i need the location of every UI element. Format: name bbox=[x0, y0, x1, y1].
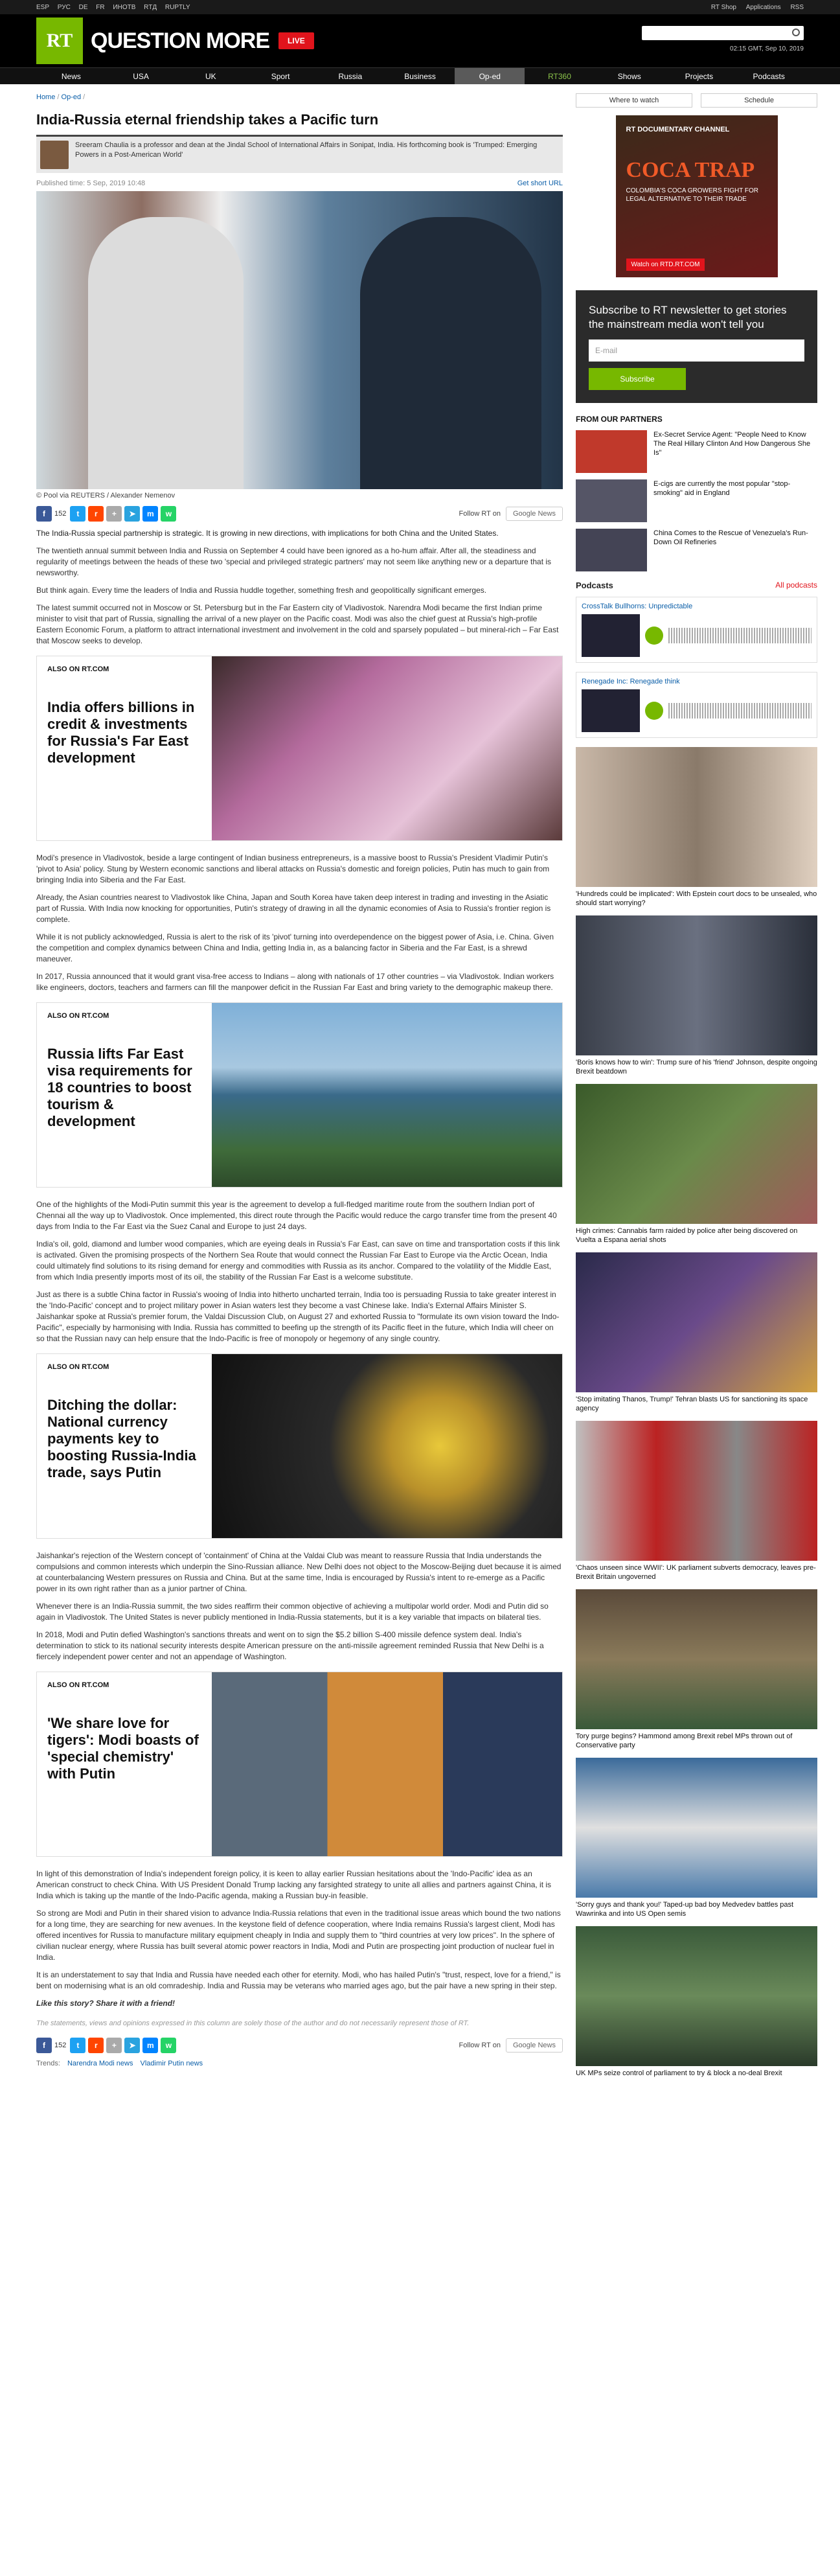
partners-heading: FROM OUR PARTNERS bbox=[576, 415, 663, 424]
story-item[interactable] bbox=[576, 1421, 817, 1581]
breadcrumb-section[interactable]: Op-ed bbox=[61, 93, 82, 101]
paragraph: In 2017, Russia announced that it would grant visa-free access to Indians – along with nationals of 17 other countries – via Vladivostok. Indian workers like engineers, doctors, teachers and farmers can fill the manpower deficit in the Russian Far East and bring variety to the demographic makeup there. bbox=[36, 972, 554, 992]
also-title[interactable]: 'We share love for tigers': Modi boasts of 'special chemistry' with Putin bbox=[47, 1715, 199, 1782]
hero-image bbox=[36, 191, 563, 489]
all-podcasts-link[interactable]: All podcasts bbox=[775, 581, 817, 590]
paragraph: Just as there is a subtle China factor in Russia's wooing of India into hitherto uncharted terrain, India too is persuading Russia to take greater interest in the 'Indo-Pacific' concept and to project military power in Asian waters lest they become a vast Chinese lake. India's External Affairs Minister S. Jaishankar spoke at Russia's premier forum, the Valdai Discussion Club, on August 27 and exhorted Russia to "formulate its own vision toward the Indo-Pacific", especially by harmonising with India. Russia has committed to beefing up the strength of its Pacific fleet in the future, which India will cheer on so that the Russian navy can help ensure that the Indo-Pacific is free of monopoly or hegemony of any single country. bbox=[36, 1290, 560, 1343]
search-icon[interactable] bbox=[792, 29, 800, 36]
waveform[interactable] bbox=[668, 703, 812, 719]
also-title[interactable]: India offers billions in credit & investments for Russia's Far East development bbox=[47, 699, 195, 766]
partner-item[interactable] bbox=[576, 479, 817, 522]
search-input[interactable] bbox=[642, 26, 804, 40]
also-image[interactable] bbox=[212, 656, 562, 840]
paragraph: While it is not publicly acknowledged, Russia is alert to the risk of its 'pivot' turning into overdependence on the biggest power of Asia, i.e. China. Given the competition and complex dynamics between China and India, getting India in, as a balancing factor in Siberia and the Far East, is a shrewd maneuver. bbox=[36, 932, 554, 963]
story-item[interactable] bbox=[576, 747, 817, 908]
paragraph: The twentieth annual summit between India and Russia on September 4 could have been ignored as a ho-hum affair. After all, the steadiness and regularity of meetings between the heads of these two 'special and privileged strategic partners' may not seem like anything new or a departure that is newsworthy. bbox=[36, 546, 552, 577]
google-news-button[interactable]: Google News bbox=[506, 507, 563, 521]
story-title[interactable]: Tory purge begins? Hammond among Brexit rebel MPs thrown out of Conservative party bbox=[576, 1732, 793, 1749]
slogan: QUESTION MORE bbox=[91, 28, 270, 53]
twitter-icon[interactable]: t bbox=[70, 2038, 85, 2053]
paragraph: It is an understatement to say that India and Russia have needed each other for eternity. Modi, who has hailed Putin's "trust, respect, love for a friend," is bent on modernising what is an old comradeship. India and Russia may be veterans who married ages ago, but the pair have a new spring in their step. bbox=[36, 1970, 561, 1990]
lang-link[interactable]: ESP bbox=[36, 3, 50, 11]
also-title[interactable]: Ditching the dollar: National currency payments key to boosting Russia-India trade, says Putin bbox=[47, 1397, 196, 1480]
twitter-icon[interactable]: t bbox=[70, 506, 85, 522]
site-header bbox=[0, 14, 840, 67]
paragraph: In 2018, Modi and Putin defied Washington's sanctions threats and went on to sign the $5.2 billion S-400 missile defence system deal. India's determination to stick to its national security interests despite American pressure on the anti-missile agreement reminded Russia that New Delhi is a fiercely independent power center and not an appendage of Washington. bbox=[36, 1630, 544, 1661]
partner-link[interactable]: RUPTLY bbox=[165, 3, 190, 11]
nav-rt360[interactable]: RT360 bbox=[548, 72, 571, 81]
schedule-button[interactable]: Schedule bbox=[701, 93, 817, 108]
story-item[interactable] bbox=[576, 915, 817, 1076]
trends-label: Trends: bbox=[36, 2060, 60, 2067]
lang-link[interactable]: FR bbox=[96, 3, 105, 11]
follow-rt bbox=[459, 2038, 563, 2053]
nav-usa[interactable]: USA bbox=[133, 72, 149, 81]
share-count: 152 bbox=[54, 510, 67, 518]
follow-label: Follow RT on bbox=[459, 2041, 501, 2049]
share-count: 152 bbox=[54, 2041, 67, 2049]
story-title[interactable]: 'Hundreds could be implicated': With Epstein court docs to be unsealed, who should start worrying? bbox=[576, 890, 817, 907]
rtd-ad[interactable] bbox=[616, 115, 778, 277]
breadcrumb-sep: / bbox=[57, 93, 60, 101]
follow-rt bbox=[459, 507, 563, 521]
podcasts-label: Podcasts bbox=[576, 581, 613, 590]
rss-link[interactable]: RSS bbox=[790, 3, 804, 11]
nav-business[interactable]: Business bbox=[404, 72, 436, 81]
also-image[interactable] bbox=[212, 1354, 562, 1538]
email-field[interactable]: E-mail bbox=[589, 339, 804, 362]
also-on-rt-card[interactable] bbox=[36, 1672, 563, 1857]
newsletter-heading: Subscribe to RT newsletter to get stories the mainstream media won't tell you bbox=[589, 304, 787, 330]
breadcrumb bbox=[36, 93, 563, 101]
subscribe-button[interactable]: Subscribe bbox=[589, 368, 686, 390]
trend-link[interactable]: Narendra Modi news bbox=[67, 2060, 133, 2067]
applications-link[interactable]: Applications bbox=[745, 3, 781, 11]
also-image[interactable] bbox=[212, 1672, 562, 1856]
story-title[interactable]: 'Stop imitating Thanos, Trump!' Tehran blasts US for sanctioning its space agency bbox=[576, 1396, 808, 1412]
rt-logo[interactable]: RT bbox=[36, 17, 83, 64]
top-right-links bbox=[703, 4, 804, 11]
trend-link[interactable]: Vladimir Putin news bbox=[140, 2060, 203, 2067]
share-bar bbox=[36, 506, 563, 522]
also-label: ALSO ON RT.COM bbox=[47, 1363, 109, 1371]
also-on-rt-card[interactable] bbox=[36, 1353, 563, 1539]
main-nav bbox=[0, 67, 840, 84]
podcast-title[interactable]: CrossTalk Bullhorns: Unpredictable bbox=[582, 603, 693, 610]
breadcrumb-sep: / bbox=[83, 93, 85, 101]
podcast-title[interactable]: Renegade Inc: Renegade think bbox=[582, 678, 680, 685]
nav-sport[interactable]: Sport bbox=[271, 72, 290, 81]
partner-item[interactable] bbox=[576, 430, 817, 473]
where-to-watch-button[interactable]: Where to watch bbox=[576, 93, 692, 108]
story-title[interactable]: High crimes: Cannabis farm raided by police after being discovered on Vuelta a Espana aerial shots bbox=[576, 1227, 798, 1244]
disclaimer: The statements, views and opinions expressed in this column are solely those of the author and do not necessarily represent those of RT. bbox=[36, 2019, 470, 2027]
telegram-icon[interactable]: ➤ bbox=[124, 506, 140, 522]
story-item[interactable] bbox=[576, 1589, 817, 1750]
story-title[interactable]: 'Boris knows how to win': Trump sure of his 'friend' Johnson, despite ongoing Brexit beatdown bbox=[576, 1059, 817, 1075]
follow-label: Follow RT on bbox=[459, 510, 501, 518]
ad-channel: RT DOCUMENTARY CHANNEL bbox=[626, 126, 730, 133]
nav-news[interactable]: News bbox=[61, 72, 81, 81]
paragraph: So strong are Modi and Putin in their shared vision to advance India-Russia relations that even in the traditional issue areas which bound the two nations for a long time, they are searching for new avenues. In the keystone field of defence cooperation, where India remains Russia's largest client, Modi has offered incentives for Russia to manufacture military equipment cheaply in India and supply them to "third countries at very low prices". In the sphere of civilian nuclear energy, where Russia has built several atomic power reactors in India, Modi and Putin are prospecting joint production of nuclear fuel in India. bbox=[36, 1909, 561, 1962]
also-on-rt-card[interactable] bbox=[36, 656, 563, 841]
partner-title[interactable]: E-cigs are currently the most popular "stop-smoking" aid in England bbox=[653, 480, 791, 497]
shop-link[interactable]: RT Shop bbox=[710, 3, 736, 11]
article-column bbox=[36, 84, 563, 2086]
story-item[interactable] bbox=[576, 1252, 817, 1413]
also-on-rt-card[interactable] bbox=[36, 1002, 563, 1188]
nav-shows[interactable]: Shows bbox=[617, 72, 641, 81]
whatsapp-icon[interactable]: w bbox=[161, 506, 176, 522]
messenger-icon[interactable]: m bbox=[142, 506, 158, 522]
podcasts-heading bbox=[576, 581, 817, 590]
story-item[interactable] bbox=[576, 1926, 817, 2078]
lang-link[interactable]: DE bbox=[78, 3, 88, 11]
play-icon[interactable] bbox=[645, 627, 663, 645]
partner-link[interactable]: ИНОТВ bbox=[113, 3, 136, 11]
also-label: ALSO ON RT.COM bbox=[47, 665, 109, 673]
live-button[interactable]: LIVE bbox=[278, 32, 314, 49]
play-icon[interactable] bbox=[645, 702, 663, 720]
facebook-icon[interactable]: f bbox=[36, 2038, 52, 2053]
google-news-button[interactable]: Google News bbox=[506, 2038, 563, 2053]
plus-icon[interactable]: + bbox=[106, 2038, 122, 2053]
nav-uk[interactable]: UK bbox=[205, 72, 216, 81]
paragraph: In light of this demonstration of India's independent foreign policy, it is keen to allay earlier Russian hesitations about the 'Indo-Pacific' idea as an American construct to check China. With US President Donald Trump lacking any farsighted strategy to unite all allies and partners against China, it is India which is taking up the mantle of the Indo-Pacific agenda, making a Russian buy-in feasible. bbox=[36, 1869, 552, 1900]
ad-cta[interactable]: Watch on RTD.RT.COM bbox=[626, 259, 705, 271]
facebook-icon[interactable]: f bbox=[36, 506, 52, 522]
podcast-player bbox=[576, 672, 817, 738]
trends bbox=[36, 2060, 563, 2067]
paragraph: The latest summit occurred not in Moscow or St. Petersburg but in the Far Eastern city of Vladivostok. Narendra Modi became the first Indian prime minister to visit that part of Russia, signalling the arrival of a new player on the Pacific coast. Modi was also the chief guest at Russia's high-profile Eastern Economic Forum, a platform to attract international investment and involvement in the cold and sparsely populated – but mineral-rich – Far East that Moscow seeks to develop. bbox=[36, 603, 559, 645]
language-links bbox=[36, 4, 197, 11]
nav-russia[interactable]: Russia bbox=[338, 72, 363, 81]
image-caption: © Pool via REUTERS / Alexander Nemenov bbox=[36, 492, 176, 500]
datetime: 02:15 GMT, Sep 10, 2019 bbox=[730, 45, 804, 52]
paragraph: Whenever there is an India-Russia summit, the two sides reaffirm their common objective of achieving a multipolar world order. Modi and Putin did so again in Vladivostok. The United States is never publicly mentioned in India-Russia statements, but it is a key variable that impacts on bilateral ties. bbox=[36, 1602, 549, 1622]
partner-link[interactable]: RTД bbox=[144, 3, 157, 11]
paragraph: Jaishankar's rejection of the Western concept of 'containment' of China at the Valdai Club was meant to reassure Russia that India understands the compulsions and common interests which underpin the Sino-Russian alliance. New Delhi does not object to the Moscow-Beijing duet because it is aimed at counterbalancing Western pressures on Russia and China. But at the same time, India is encouraged by Russia's intent to re-emerge as a Pacific power in its own right rather than as a junior partner of China. bbox=[36, 1551, 562, 1593]
podcast-cover[interactable] bbox=[582, 689, 640, 732]
paragraph: Modi's presence in Vladivostok, beside a large contingent of Indian business entrepreneurs, is a massive boost to Russia's President Vladimir Putin's 'pivot to Asia' policy. Stung by Western economic sanctions and liberal attacks on Russia's domestic and foreign policies, Putin has much to gain from bringing India into Siberia and the Far East. bbox=[36, 853, 550, 884]
messenger-icon[interactable]: m bbox=[142, 2038, 158, 2053]
published-time: Published time: 5 Sep, 2019 10:48 bbox=[36, 179, 146, 187]
partner-item[interactable] bbox=[576, 529, 817, 571]
podcast-player bbox=[576, 597, 817, 663]
nav-podcasts[interactable]: Podcasts bbox=[753, 72, 785, 81]
lang-link[interactable]: РУС bbox=[57, 3, 71, 11]
story-title[interactable]: UK MPs seize control of parliament to try & block a no-deal Brexit bbox=[576, 2069, 782, 2077]
whatsapp-icon[interactable]: w bbox=[161, 2038, 176, 2053]
sidebar bbox=[576, 84, 817, 2086]
breadcrumb-home[interactable]: Home bbox=[36, 93, 56, 101]
story-item[interactable] bbox=[576, 1084, 817, 1245]
author-bio: Sreeram Chaulia is a professor and dean at the Jindal School of International Affairs in Sonipat, India. His forthcoming book is 'Trumped: Emerging Powers in a Post-American World' bbox=[75, 141, 538, 159]
article-lead: The India-Russia special partnership is strategic. It is growing in new directions, with implications for both China and the United States. bbox=[36, 529, 499, 538]
author-avatar[interactable] bbox=[40, 141, 69, 169]
short-url-link[interactable]: Get short URL bbox=[517, 179, 563, 187]
story-item[interactable] bbox=[576, 1758, 817, 1918]
share-prompt: Like this story? Share it with a friend! bbox=[36, 1999, 176, 2008]
paragraph: One of the highlights of the Modi-Putin summit this year is the agreement to develop a full-fledged maritime route from the southern Indian port of Chennai all the way up to Vladivostok. Once implemented, this direct route through the Pacific would reduce the cargo transfer time from the present 40 days from India to the Far East via the Suez Canal and Europe to just 24 days. bbox=[36, 1200, 557, 1231]
nav-oped[interactable]: Op-ed bbox=[455, 68, 525, 84]
plus-icon[interactable]: + bbox=[106, 506, 122, 522]
also-label: ALSO ON RT.COM bbox=[47, 1681, 109, 1689]
author-box bbox=[36, 135, 563, 173]
also-label: ALSO ON RT.COM bbox=[47, 1012, 109, 1020]
ad-subtitle: COLOMBIA'S COCA GROWERS FIGHT FOR LEGAL ALTERNATIVE TO THEIR TRADE bbox=[626, 187, 759, 203]
partner-title[interactable]: China Comes to the Rescue of Venezuela's Run-Down Oil Refineries bbox=[653, 529, 808, 546]
reddit-icon[interactable]: r bbox=[88, 2038, 104, 2053]
article-title: India-Russia eternal friendship takes a Pacific turn bbox=[36, 111, 379, 128]
article-meta bbox=[36, 179, 563, 187]
ad-title: COCA TRAP bbox=[626, 158, 755, 182]
waveform[interactable] bbox=[668, 628, 812, 643]
partner-title[interactable]: Ex-Secret Service Agent: "People Need to Know The Real Hillary Clinton And How Dangerous She Is" bbox=[653, 431, 811, 457]
paragraph: But think again. Every time the leaders of India and Russia huddle together, something fresh and geopolitically significant emerges. bbox=[36, 586, 487, 595]
sidebar-stories bbox=[576, 747, 817, 2078]
nav-projects[interactable]: Projects bbox=[685, 72, 714, 81]
paragraph: India's oil, gold, diamond and lumber wood companies, which are eyeing deals in Russia's Far East, can save on time and transportation costs if this link is activated. Given the promising prospects of the Northern Sea Route that would connect the Russian Far East to Europe via the Arctic Ocean, India could ultimately find solutions to its rising demand for energy and commodities with Russia as its anchor. Compared to the volatility of the Middle East, from which India presently imports most of its oil, the stability of the Russian Far East is a welcome substitute. bbox=[36, 1239, 560, 1282]
reddit-icon[interactable]: r bbox=[88, 506, 104, 522]
story-title[interactable]: 'Chaos unseen since WWII': UK parliament subverts democracy, leaves pre-Brexit Britain ungoverned bbox=[576, 1564, 816, 1581]
share-bar-bottom bbox=[36, 2038, 563, 2053]
newsletter-box bbox=[576, 290, 817, 403]
paragraph: Already, the Asian countries nearest to Vladivostok like China, Japan and South Korea have taken deep interest in trading and investing in the Asiatic part of Russia. With India now knocking for opportunities, Putin's strategy of drawing in all the dynamic economies of Asia to Russia's frontier region is complete. bbox=[36, 893, 551, 924]
also-title[interactable]: Russia lifts Far East visa requirements for 18 countries to boost tourism & development bbox=[47, 1046, 192, 1129]
top-bar bbox=[0, 0, 840, 14]
podcast-cover[interactable] bbox=[582, 614, 640, 657]
story-title[interactable]: 'Sorry guys and thank you!' Taped-up bad boy Medvedev battles past Wawrinka and into US Open semis bbox=[576, 1901, 794, 1918]
also-image[interactable] bbox=[212, 1003, 562, 1187]
telegram-icon[interactable]: ➤ bbox=[124, 2038, 140, 2053]
